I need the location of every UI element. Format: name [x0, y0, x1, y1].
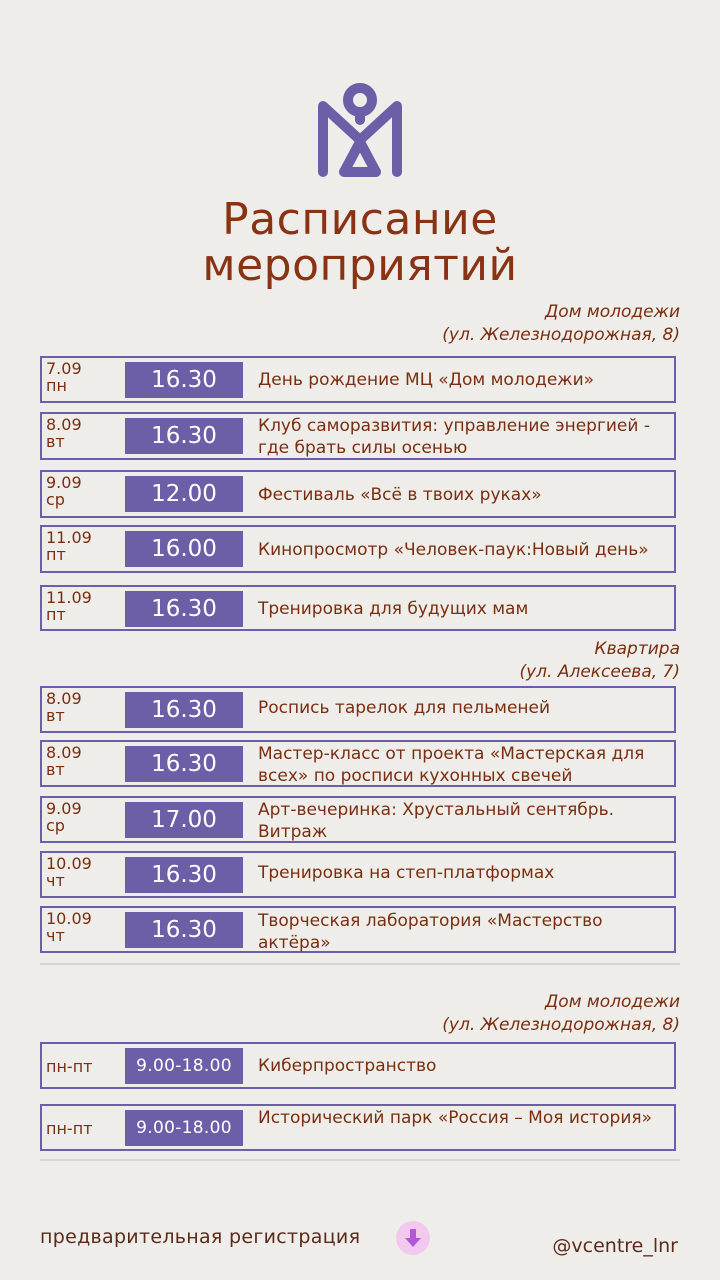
- event-date: 9.09 ср: [46, 799, 82, 835]
- event-row: [40, 1042, 676, 1089]
- mc-logo-icon: [314, 80, 406, 184]
- event-title: Фестиваль «Всё в твоих руках»: [258, 485, 542, 505]
- divider: [40, 963, 680, 965]
- event-row: [40, 740, 676, 787]
- event-time: 16.30: [125, 746, 243, 782]
- event-row: [40, 525, 676, 573]
- venue-name: Дом молодежи: [545, 992, 680, 1012]
- event-title: День рождение МЦ «Дом молодежи»: [258, 370, 595, 390]
- social-handle[interactable]: @vcentre_lnr: [552, 1235, 678, 1257]
- arrow-down-icon: [396, 1221, 430, 1255]
- event-title: Исторический парк «Россия – Моя история»: [258, 1108, 653, 1128]
- event-title: Клуб саморазвития: управление энергией - где брать силы осенью: [258, 416, 650, 458]
- event-date: 11.09 пт: [46, 588, 92, 624]
- event-days: пн-пт: [46, 1119, 93, 1138]
- event-row: [40, 470, 676, 518]
- event-row: [40, 356, 676, 403]
- registration-button[interactable]: [396, 1221, 430, 1255]
- event-row: [40, 1104, 676, 1151]
- page-title-line2: мероприятий: [202, 240, 518, 291]
- event-time: 17.00: [125, 802, 243, 838]
- event-row: [40, 796, 676, 843]
- event-title: Киберпространство: [258, 1056, 437, 1076]
- venue-name: Дом молодежи: [545, 302, 680, 322]
- event-title: Мастер-класс от проекта «Мастерская для всех» по росписи кухонных свечей: [258, 744, 645, 786]
- event-row: [40, 906, 676, 953]
- event-title: Роспись тарелок для пельменей: [258, 698, 551, 718]
- divider: [40, 1159, 680, 1161]
- registration-text: предварительная регистрация: [40, 1226, 361, 1248]
- event-date: 9.09 ср: [46, 473, 82, 509]
- event-date: 8.09 вт: [46, 689, 82, 725]
- event-title: Творческая лаборатория «Мастерство актёра»: [258, 911, 603, 953]
- event-time: 9.00-18.00: [125, 1110, 243, 1146]
- event-time: 16.30: [125, 418, 243, 454]
- event-title: Тренировка для будущих мам: [258, 599, 529, 619]
- event-time: 16.30: [125, 692, 243, 728]
- event-time: 9.00-18.00: [125, 1048, 243, 1084]
- venue-address: (ул. Железнодорожная, 8): [442, 325, 680, 345]
- event-date: 10.09 чт: [46, 909, 92, 945]
- event-row: [40, 585, 676, 631]
- event-date: 11.09 пт: [46, 528, 92, 564]
- event-title: Кинопросмотр «Человек-паук:Новый день»: [258, 540, 649, 560]
- event-date: 7.09 пн: [46, 359, 82, 395]
- event-date: 10.09 чт: [46, 854, 92, 890]
- page-title-line1: Расписание: [222, 194, 498, 245]
- event-row: [40, 412, 676, 460]
- event-time: 16.30: [125, 591, 243, 627]
- event-time: 16.30: [125, 857, 243, 893]
- event-time: 16.30: [125, 362, 243, 398]
- event-days: пн-пт: [46, 1057, 93, 1076]
- venue-address: (ул. Алексеева, 7): [519, 662, 680, 682]
- event-title: Арт-вечеринка: Хрустальный сентябрь. Витраж: [258, 800, 614, 842]
- event-date: 8.09 вт: [46, 743, 82, 779]
- venue-address: (ул. Железнодорожная, 8): [442, 1015, 680, 1035]
- event-row: [40, 851, 676, 898]
- event-time: 16.30: [125, 912, 243, 948]
- event-time: 12.00: [125, 476, 243, 512]
- venue-name: Квартира: [594, 639, 680, 659]
- event-title: Тренировка на степ-платформах: [258, 863, 555, 883]
- event-time: 16.00: [125, 531, 243, 567]
- event-date: 8.09 вт: [46, 415, 82, 451]
- event-row: [40, 686, 676, 733]
